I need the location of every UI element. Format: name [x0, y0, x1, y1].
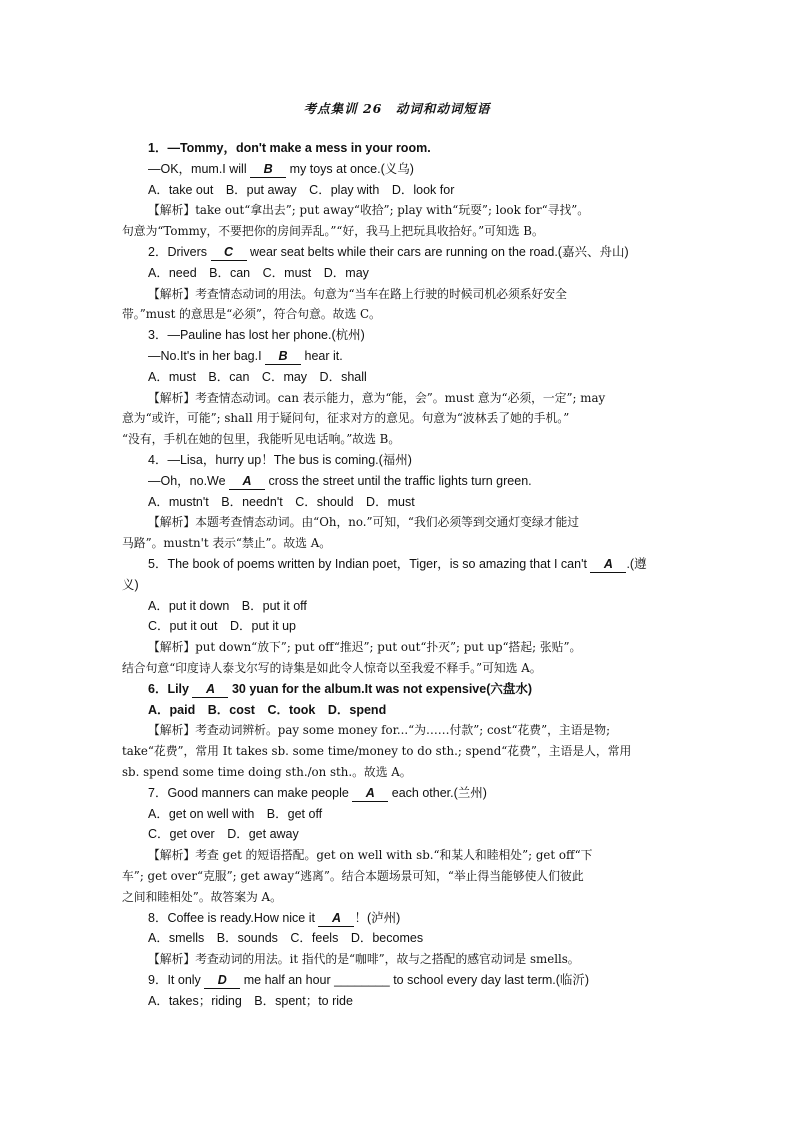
question-line	[148, 598, 678, 614]
question-line	[148, 826, 678, 842]
explanation-line	[122, 431, 652, 447]
line-text-after: cross the street until the traffic lights turn green.	[265, 473, 532, 488]
line-text-after: hear it.	[301, 349, 343, 363]
line-text: A．need B．can C．must D．may	[148, 265, 369, 280]
answer-blank: C	[211, 244, 247, 261]
explanation-line	[148, 951, 678, 967]
explanation-line	[122, 868, 652, 884]
answer-blank: B	[250, 161, 286, 178]
question-line	[122, 577, 652, 593]
explanation-line	[148, 286, 678, 302]
line-text: A．mustn't B．needn't C．should D．must	[148, 494, 415, 509]
line-text: 5．The book of poems written by Indian poet，Tiger，is so amazing that I can't	[148, 557, 587, 571]
line-text: —No.It's in her bag.I	[148, 349, 262, 363]
line-text: A．must B．can C．may D．shall	[148, 369, 367, 384]
line-text: 3．—Pauline has lost her phone.(杭州)	[148, 328, 365, 343]
answer-blank: A	[590, 556, 626, 573]
explanation-line	[148, 639, 678, 655]
explanation-line	[148, 390, 678, 406]
line-text: 8．Coffee is ready.How nice it	[148, 910, 315, 925]
explanation-line	[122, 535, 652, 551]
question-line	[148, 993, 678, 1009]
answer-blank: A	[318, 910, 354, 927]
question-line	[148, 182, 678, 198]
explanation-line	[122, 743, 652, 759]
explanation-line	[148, 722, 678, 738]
question-line	[148, 473, 678, 490]
explanation-line	[122, 764, 652, 780]
question-line	[148, 452, 678, 468]
line-text: 马路”。mustn't 表示“禁止”。故选 A。	[122, 536, 332, 551]
line-text-after: my toys at once.(义乌)	[286, 161, 414, 176]
question-line	[148, 930, 678, 946]
line-text: 【解析】考查动词辨析。pay some money for...“为……付款”; cost“花费”，主语是物;	[148, 723, 611, 738]
line-text: 6．Lily	[148, 681, 189, 696]
line-text: 车”; get over“克服”; get away“逃离”。结合本题场景可知，“举止得当能够使人们彼此	[122, 869, 584, 883]
explanation-line	[122, 660, 652, 676]
explanation-line	[122, 410, 652, 426]
line-text: 带。”must 的意思是“必须”，符合句意。故选 C。	[122, 307, 381, 322]
explanation-line	[148, 847, 678, 863]
line-text: 【解析】put down“放下”; put off“推迟”; put out“扑灭”; put up“搭起; 张贴”。	[148, 640, 582, 655]
question-line	[148, 556, 678, 573]
question-line	[148, 327, 678, 343]
question-line	[148, 161, 678, 178]
line-text: 9．It only	[148, 973, 201, 987]
explanation-line	[122, 306, 652, 322]
explanation-line	[122, 889, 652, 905]
line-text-after: me half an hour ________ to school every day last term.(临沂)	[240, 973, 590, 987]
question-line	[148, 244, 678, 261]
question-line	[148, 681, 678, 698]
line-text: 句意为“Tommy，不要把你的房间弄乱。”“好，我马上把玩具收拾好。”可知选 B。	[122, 224, 544, 239]
question-line	[148, 806, 678, 822]
line-text: 【解析】考查动词的用法。it 指代的是“咖啡”，故与之搭配的感官动词是 smells。	[148, 952, 580, 967]
answer-blank: D	[204, 972, 240, 989]
line-text: 7．Good manners can make people	[148, 785, 349, 800]
line-text-after: each other.(兰州)	[388, 785, 487, 800]
line-text: 1．—Tommy，don't make a mess in your room.	[148, 141, 431, 155]
line-text: A．takes；riding B．spent；to ride	[148, 993, 353, 1008]
question-line	[148, 972, 678, 989]
question-line	[148, 140, 678, 156]
line-text: —OK，mum.I will	[148, 161, 247, 176]
question-line	[148, 702, 678, 718]
line-text-after: 30 yuan for the album.It was not expensive(六盘水)	[228, 681, 533, 696]
explanation-line	[122, 223, 652, 239]
line-text: 意为“或许，可能”; shall 用于疑问句，征求对方的意见。句意为“波林丢了她的手机。”	[122, 411, 570, 426]
line-text: sb. spend some time doing sth./on sth.。故选 A。	[122, 765, 412, 779]
line-text-after: ！(泸州)	[354, 910, 401, 925]
question-line	[148, 369, 678, 385]
answer-blank: A	[192, 681, 228, 698]
question-line	[148, 265, 678, 281]
line-text: —Oh，no.We	[148, 473, 226, 488]
line-text: 【解析】考查情态动词。can 表示能力，意为“能，会”。must 意为“必须，一定”; may	[148, 390, 606, 405]
line-text: A．put it down B．put it off	[148, 598, 307, 613]
question-line	[148, 785, 678, 802]
line-text: 【解析】take out“拿出去”; put away“收拾”; play with“玩耍”; look for“寻找”。	[148, 203, 590, 218]
question-line	[148, 618, 678, 634]
question-line	[148, 348, 678, 365]
line-text: 【解析】考查 get 的短语搭配。get on well with sb.“和某人和睦相处”; get off“下	[148, 848, 593, 863]
line-text: A．get on well with B．get off	[148, 806, 323, 821]
line-text: take“花费”，常用 It takes sb. some time/money to do sth.; spend“花费”，主语是人，常用	[122, 744, 632, 759]
explanation-line	[148, 202, 678, 218]
answer-blank: A	[229, 473, 265, 490]
line-text: A．paid B．cost C．took D．spend	[148, 702, 387, 717]
line-text: C．put it out D．put it up	[148, 619, 296, 634]
line-text: 4．—Lisa，hurry up！The bus is coming.(福州)	[148, 453, 412, 467]
line-text-after: .(遵	[626, 557, 647, 571]
page-title: 考点集训 26 动词和动词短语	[303, 101, 491, 116]
line-text: “没有，手机在她的包里，我能听见电话响。”故选 B。	[122, 432, 401, 447]
line-text: 【解析】本题考查情态动词。由“Oh，no.”可知，“我们必须等到交通灯变绿才能过	[148, 515, 580, 530]
line-text: 结合句意“印度诗人泰戈尔写的诗集是如此令人惊奇以至我爱不释手。”可知选 A。	[122, 661, 542, 675]
line-text: A．take out B．put away C．play with D．look for	[148, 182, 455, 197]
line-text: 义)	[122, 577, 139, 592]
line-text: 【解析】考查情态动词的用法。句意为“当车在路上行驶的时候司机必须系好安全	[148, 286, 567, 301]
line-text: A．smells B．sounds C．feels D．becomes	[148, 931, 424, 946]
line-text: 之间和睦相处”。故答案为 A。	[122, 889, 282, 904]
line-text: 2．Drivers	[148, 245, 208, 259]
question-line	[148, 494, 678, 510]
line-text-after: wear seat belts while their cars are running on the road.(嘉兴、舟山)	[246, 245, 629, 259]
question-line	[148, 910, 678, 927]
answer-blank: A	[352, 785, 388, 802]
line-text: C．get over D．get away	[148, 827, 299, 842]
explanation-line	[148, 514, 678, 530]
answer-blank: B	[265, 348, 301, 365]
